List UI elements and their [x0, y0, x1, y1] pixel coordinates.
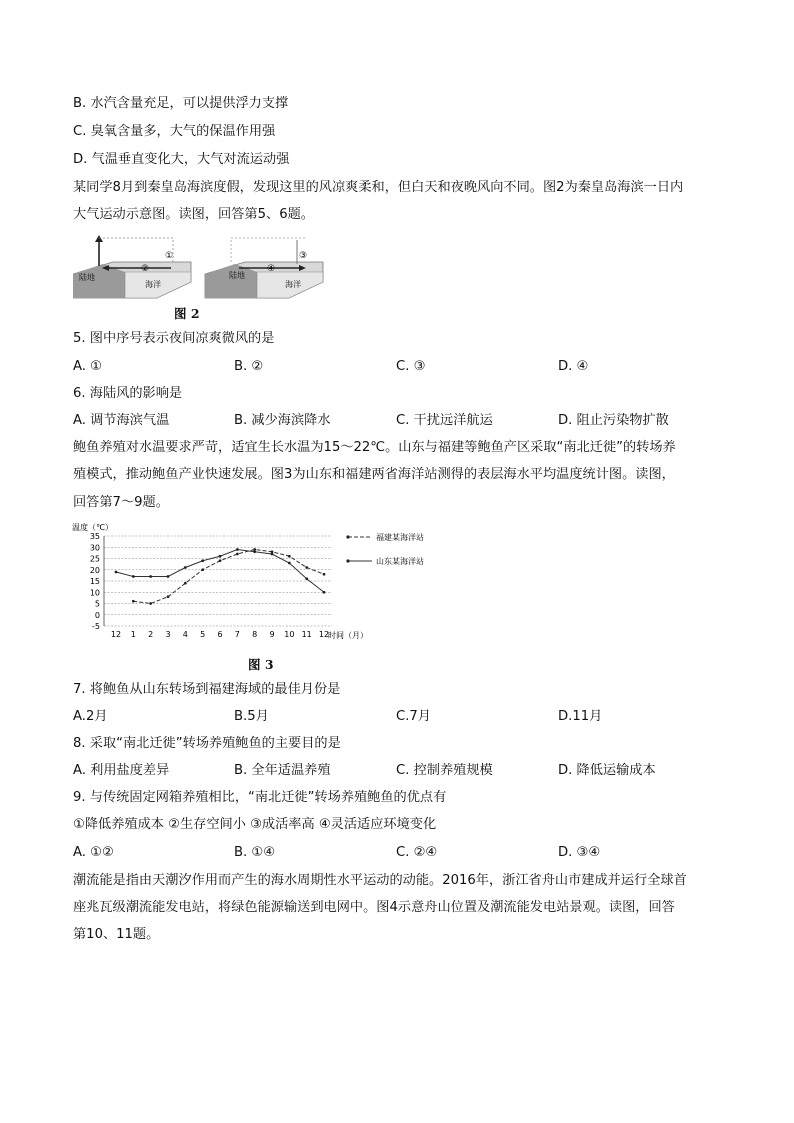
q9-option-a: A. ①②	[73, 845, 114, 860]
y-tick-label: 5	[94, 599, 100, 609]
q5-option-d: D. ④	[558, 359, 589, 374]
figure-2-right-panel	[205, 238, 323, 298]
circle-3-label: ③	[299, 251, 308, 261]
data-point	[115, 571, 118, 574]
data-point	[236, 548, 239, 551]
passage-fig4-line3: 第10、11题。	[73, 927, 160, 942]
q5-option-a: A. ①	[73, 359, 102, 374]
x-tick-label: 9	[269, 630, 275, 639]
passage-fig3-line3: 回答第7～9题。	[73, 495, 169, 510]
sea-label: 海洋	[285, 280, 301, 289]
data-point	[323, 573, 326, 576]
q6-option-a: A. 调节海滨气温	[73, 413, 170, 428]
sea-label: 海洋	[145, 280, 161, 289]
y-tick-label: 0	[94, 610, 100, 620]
land-label: 陆地	[229, 271, 245, 280]
figure-2	[73, 232, 335, 300]
data-point	[201, 559, 204, 562]
data-point	[271, 553, 274, 556]
y-tick-label: 10	[89, 588, 100, 598]
q7-stem: 7. 将鲍鱼从山东转场到福建海域的最佳月份是	[73, 682, 341, 697]
data-point	[167, 595, 170, 598]
q5-option-c: C. ③	[396, 359, 426, 374]
q6-option-d: D. 阻止污染物扩散	[558, 413, 669, 428]
data-point	[149, 602, 152, 605]
x-tick-label: 1	[130, 630, 136, 639]
x-tick-label: 6	[217, 630, 223, 639]
data-point	[323, 591, 326, 594]
data-point	[201, 568, 204, 571]
x-axis-label: 时间（月）	[328, 631, 368, 640]
data-point	[219, 555, 222, 558]
passage-fig3-line2: 殖模式，推动鲍鱼产业快速发展。图3为山东和福建两省海洋站测得的表层海水平均温度统计图。读图，	[73, 467, 675, 482]
q7-option-d: D.11月	[558, 709, 603, 724]
figure-3-chart	[70, 520, 450, 644]
x-tick-label: 5	[200, 630, 206, 639]
x-tick-label: 12	[110, 630, 122, 639]
q4-option-d: D. 气温垂直变化大，大气对流运动强	[73, 152, 290, 167]
passage-fig3-line1: 鲍鱼养殖对水温要求严苛，适宜生长水温为15～22℃。山东与福建等鲍鱼产区采取“南北迁徙”的转场养	[73, 440, 676, 455]
passage-fig4-line2: 座兆瓦级潮流能发电站，将绿色能源输送到电网中。图4示意舟山位置及潮流能发电站景观。读图，回答	[73, 900, 675, 915]
y-axis-label: 温度（℃）	[72, 523, 113, 532]
data-point	[288, 555, 291, 558]
x-tick-label: 2	[148, 630, 154, 639]
q8-option-a: A. 利用盐度差异	[73, 763, 170, 778]
y-tick-label: 20	[89, 565, 100, 575]
legend-label: 福建某海洋站	[376, 533, 424, 542]
data-point	[149, 575, 152, 578]
data-point	[236, 553, 239, 556]
q8-option-d: D. 降低运输成本	[558, 763, 656, 778]
land-label: 陆地	[79, 273, 95, 282]
data-point	[132, 575, 135, 578]
q8-stem: 8. 采取“南北迁徙”转场养殖鲍鱼的主要目的是	[73, 736, 341, 751]
q7-option-c: C.7月	[396, 709, 431, 724]
q7-option-a: A.2月	[73, 709, 108, 724]
q6-option-b: B. 减少海滨降水	[234, 413, 331, 428]
x-tick-label: 4	[182, 630, 188, 639]
x-tick-label: 12	[318, 630, 330, 639]
q5-option-b: B. ②	[234, 359, 264, 374]
q7-option-b: B.5月	[234, 709, 269, 724]
legend-label: 山东某海洋站	[376, 557, 424, 566]
y-tick-label: -5	[92, 622, 100, 631]
legend-marker	[346, 559, 349, 562]
y-tick-label: 30	[89, 543, 100, 553]
x-tick-label: 8	[252, 630, 258, 639]
passage-fig4-line1: 潮流能是指由天潮汐作用而产生的海水周期性水平运动的动能。2016年，浙江省舟山市建成并运行全球首	[73, 873, 687, 888]
data-point	[253, 550, 256, 553]
circle-1-label: ①	[165, 251, 174, 261]
data-point	[305, 577, 308, 580]
passage-fig2-line2: 大气运动示意图。读图，回答第5、6题。	[73, 207, 314, 222]
circle-4-label: ④	[267, 264, 276, 274]
q9-option-c: C. ②④	[396, 845, 438, 860]
figure-2-caption: 图 2	[174, 306, 200, 321]
x-tick-label: 7	[234, 630, 240, 639]
q9-statements: ①降低养殖成本 ②生存空间小 ③成活率高 ④灵活适应环境变化	[73, 817, 437, 832]
figure-2-left-panel	[73, 235, 191, 298]
data-point	[167, 575, 170, 578]
q5-stem: 5. 图中序号表示夜间凉爽微风的是	[73, 331, 275, 346]
x-tick-label: 3	[165, 630, 171, 639]
data-point	[219, 559, 222, 562]
y-tick-label: 15	[89, 577, 100, 586]
data-point	[132, 600, 135, 603]
q6-stem: 6. 海陆风的影响是	[73, 386, 183, 401]
legend-marker	[346, 535, 349, 538]
circle-2-label: ②	[141, 264, 150, 274]
figure-3-caption: 图 3	[248, 657, 274, 672]
q8-option-c: C. 控制养殖规模	[396, 763, 493, 778]
y-tick-label: 25	[89, 554, 100, 564]
x-tick-label: 10	[284, 630, 295, 639]
q9-stem: 9. 与传统固定网箱养殖相比，“南北迁徙”转场养殖鲍鱼的优点有	[73, 790, 447, 805]
q9-option-b: B. ①④	[234, 845, 276, 860]
data-point	[184, 566, 187, 569]
data-point	[288, 562, 291, 565]
x-tick-label: 11	[301, 630, 312, 639]
y-tick-label: 35	[89, 532, 100, 541]
q9-option-d: D. ③④	[558, 845, 601, 860]
data-point	[305, 566, 308, 569]
passage-fig2-line1: 某同学8月到秦皇岛海滨度假，发现这里的风凉爽柔和，但白天和夜晚风向不同。图2为秦皇岛海滨一日内	[73, 180, 684, 195]
q4-option-b: B. 水汽含量充足，可以提供浮力支撑	[73, 96, 289, 111]
data-point	[184, 582, 187, 585]
q4-option-c: C. 臭氧含量多，大气的保温作用强	[73, 124, 276, 139]
q6-option-c: C. 干扰远洋航运	[396, 413, 493, 428]
q8-option-b: B. 全年适温养殖	[234, 763, 331, 778]
